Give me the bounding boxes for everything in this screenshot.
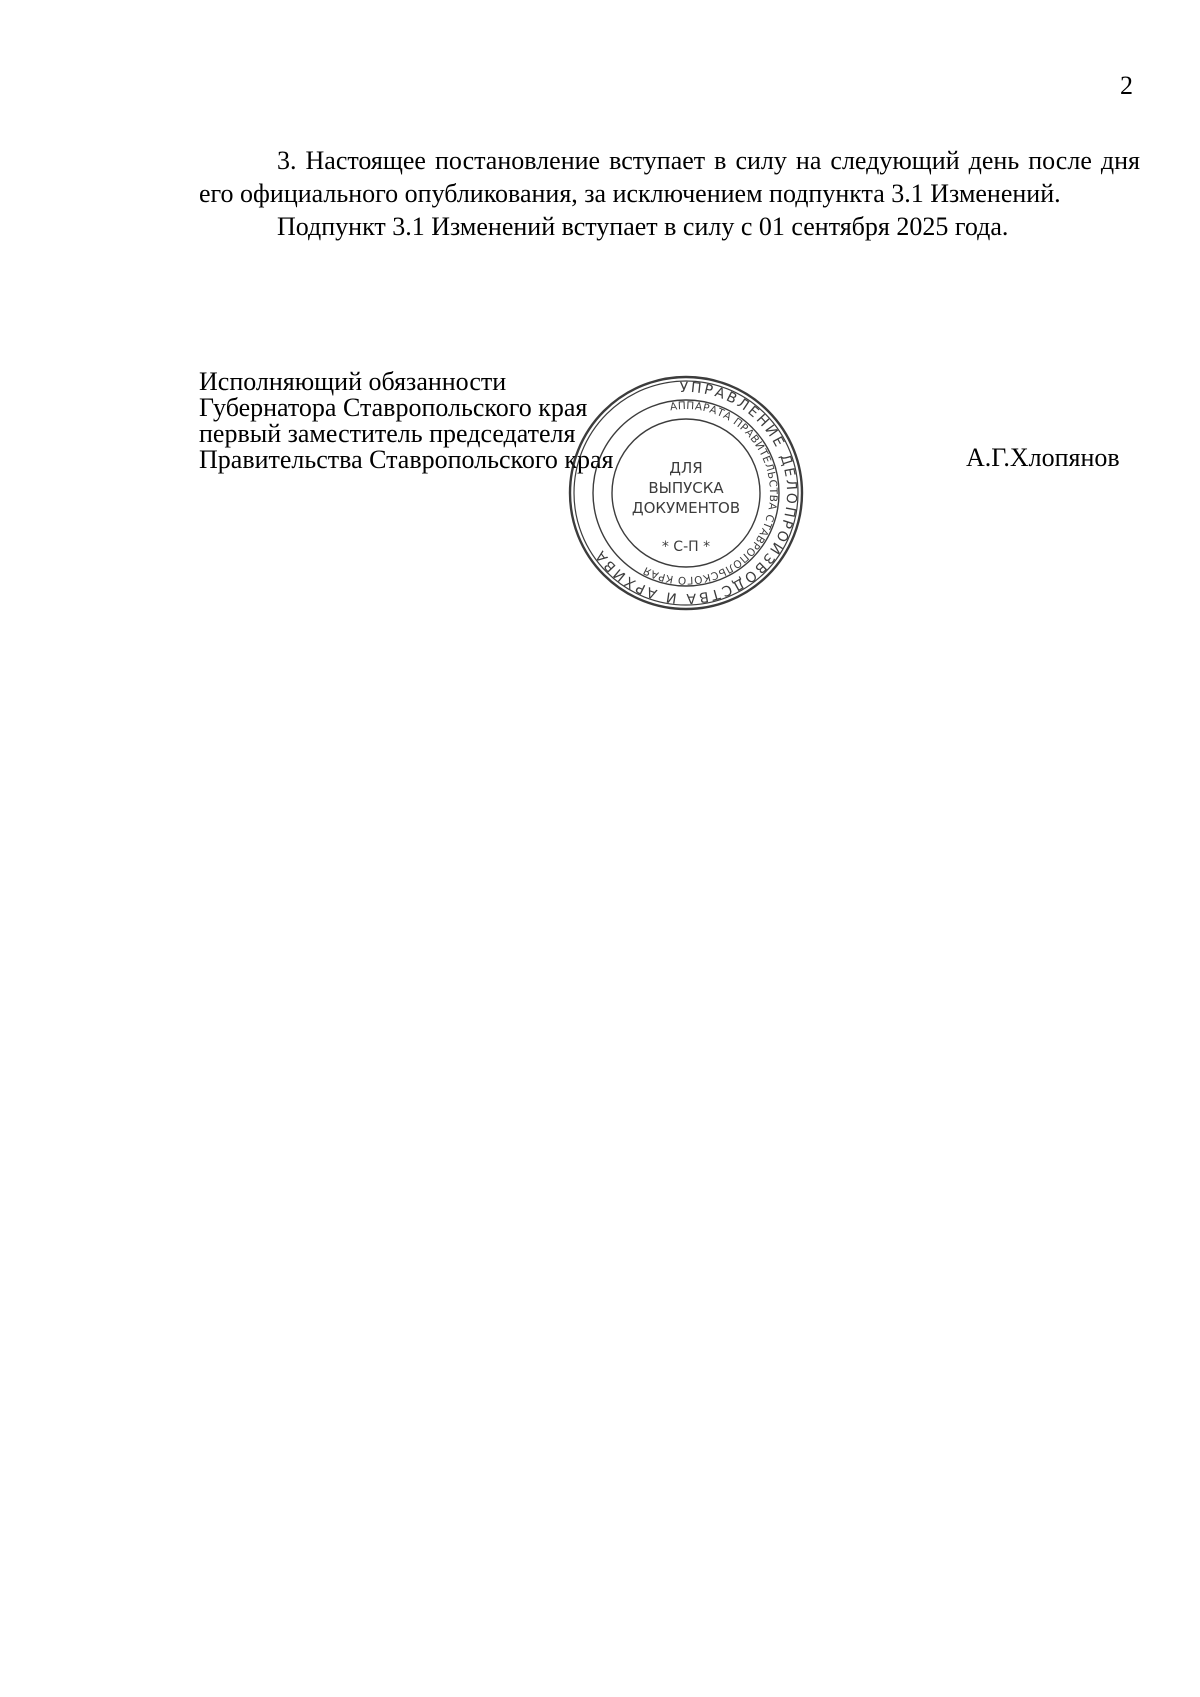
official-seal-stamp xyxy=(566,373,806,613)
signer-title-line: Исполняющий обязанности xyxy=(199,367,507,396)
signer-name: А.Г.Хлопянов xyxy=(966,443,1120,472)
signer-title-line: Губернатора Ставропольского края xyxy=(199,393,588,422)
paragraph-effective-date: 3. Настоящее постановление вступает в силу на следующий день после дня его официального опубликования, за исключением подпункта 3.1 Изменений. xyxy=(199,146,1140,208)
signer-title-line: первый заместитель председателя xyxy=(199,419,576,448)
paragraph-subclause-date: Подпункт 3.1 Изменений вступает в силу с 01 сентября 2025 года. xyxy=(277,212,1009,241)
seal-inner-text: АППАРАТА ПРАВИТЕЛЬСТВА СТАВРОПОЛЬСКОГО КРАЯ xyxy=(641,399,780,587)
signature-block xyxy=(199,369,614,473)
page-number: 2 xyxy=(1120,71,1133,100)
seal-center-line: ДОКУМЕНТОВ xyxy=(631,499,741,517)
seal-outer-text: УПРАВЛЕНИЕ ДЕЛОПРОИЗВОДСТВА И АРХИВА xyxy=(591,379,800,607)
document-body xyxy=(199,144,1140,243)
seal-center-line: ВЫПУСКА xyxy=(648,479,724,497)
seal-code: * С-П * xyxy=(661,539,711,555)
seal-center-line: ДЛЯ xyxy=(669,459,703,477)
signer-title-line: Правительства Ставропольского края xyxy=(199,445,614,474)
seal-graphic xyxy=(566,373,806,613)
